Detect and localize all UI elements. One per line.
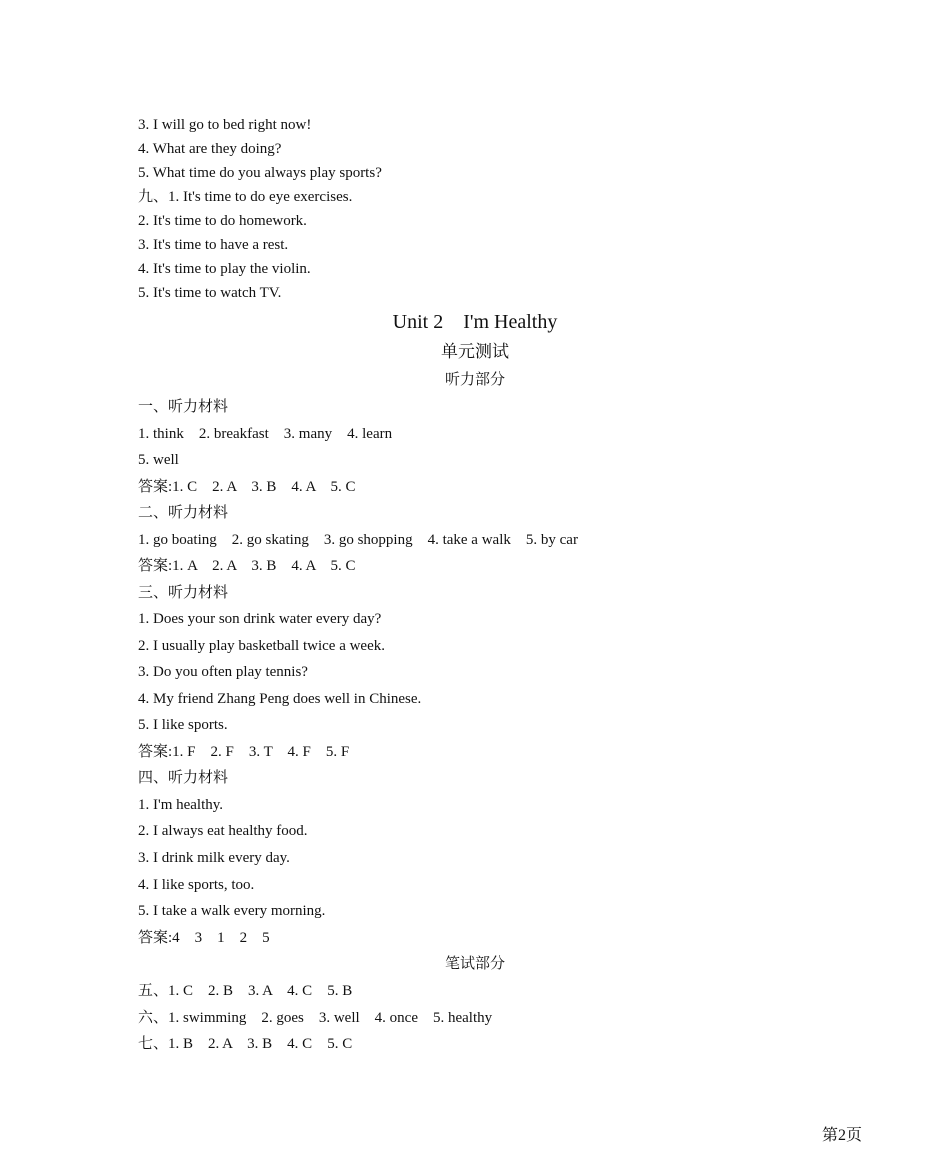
answer-line: 4. My friend Zhang Peng does well in Chinese. bbox=[138, 691, 422, 707]
answer-line: 1. Does your son drink water every day? bbox=[138, 611, 382, 627]
answer-line: 2. I always eat healthy food. bbox=[138, 823, 308, 839]
answer-key-line: 六、1. swimming 2. goes 3. well 4. once 5. healthy bbox=[138, 1010, 493, 1026]
answer-key-line: 答案:1. A 2. A 3. B 4. A 5. C bbox=[138, 558, 356, 574]
unit-subtitle: 单元测试 bbox=[441, 342, 509, 361]
part-heading: 一、听力材料 bbox=[138, 399, 229, 415]
answer-line: 1. think 2. breakfast 3. many 4. learn bbox=[138, 426, 393, 442]
answer-line: 5. well bbox=[138, 452, 179, 468]
answer-line: 3. It's time to have a rest. bbox=[138, 237, 289, 253]
part-heading: 三、听力材料 bbox=[138, 585, 229, 601]
answer-key-line: 七、1. B 2. A 3. B 4. C 5. C bbox=[138, 1036, 353, 1052]
answer-line: 九、1. It's time to do eye exercises. bbox=[138, 189, 353, 205]
part-heading: 二、听力材料 bbox=[138, 505, 229, 521]
answer-line: 5. What time do you always play sports? bbox=[138, 165, 382, 181]
answer-line: 3. I drink milk every day. bbox=[138, 850, 290, 866]
answer-line: 4. I like sports, too. bbox=[138, 877, 255, 893]
answer-line: 5. I take a walk every morning. bbox=[138, 903, 326, 919]
answer-key-line: 答案:1. C 2. A 3. B 4. A 5. C bbox=[138, 479, 356, 495]
answer-line: 1. I'm healthy. bbox=[138, 797, 224, 813]
answer-key-line: 答案:1. F 2. F 3. T 4. F 5. F bbox=[138, 744, 350, 760]
answer-line: 2. It's time to do homework. bbox=[138, 213, 307, 229]
answer-key-line: 五、1. C 2. B 3. A 4. C 5. B bbox=[138, 983, 353, 999]
answer-key-line: 答案:4 3 1 2 5 bbox=[138, 930, 270, 946]
answer-line: 4. What are they doing? bbox=[138, 141, 282, 157]
answer-line: 1. go boating 2. go skating 3. go shopping 4. take a walk 5. by car bbox=[138, 532, 578, 548]
answer-line: 5. I like sports. bbox=[138, 717, 228, 733]
answer-line: 4. It's time to play the violin. bbox=[138, 261, 311, 277]
page-number: 第2页 bbox=[821, 1127, 862, 1144]
answer-line: 3. I will go to bed right now! bbox=[138, 117, 312, 133]
part-heading: 四、听力材料 bbox=[138, 770, 229, 786]
unit-title: Unit 2 I'm Healthy bbox=[392, 311, 558, 333]
answer-line: 2. I usually play basketball twice a week. bbox=[138, 638, 386, 654]
answer-line: 3. Do you often play tennis? bbox=[138, 664, 308, 680]
writing-section-heading: 笔试部分 bbox=[444, 956, 505, 972]
answer-line: 5. It's time to watch TV. bbox=[138, 285, 282, 301]
listening-section-heading: 听力部分 bbox=[444, 372, 505, 388]
